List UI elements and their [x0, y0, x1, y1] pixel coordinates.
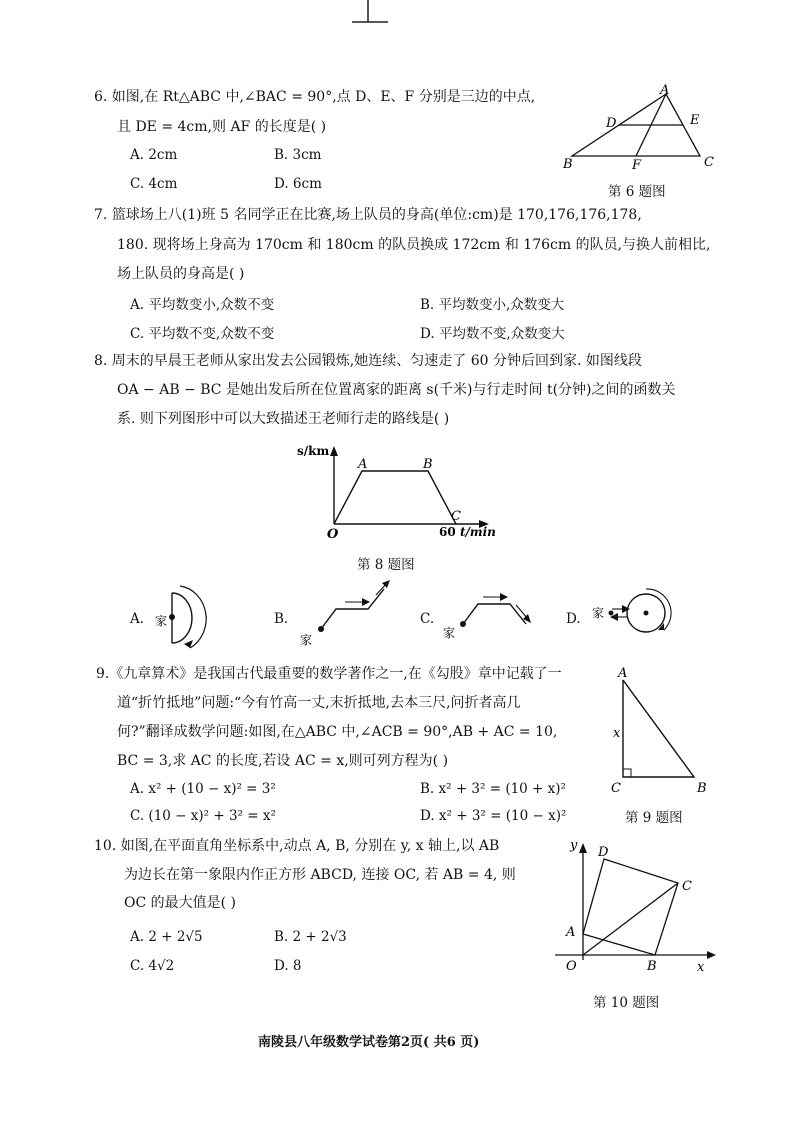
q6-label-a: A: [660, 83, 670, 98]
q9-stem-line4: BC = 3,求 AC 的长度,若设 AC = x,则可列方程为( ): [117, 753, 449, 769]
q8-stem-line3: 系. 则下列图形中可以大致描述王老师行走的路线是( ): [117, 411, 450, 427]
q7-stem-line1: 7. 篮球场上八(1)班 5 名同学正在比赛,场上队员的身高(单位:cm)是 170,176,176,178,: [94, 207, 642, 223]
q6-label-e: E: [690, 113, 700, 128]
q9-caption: 第 9 题图: [625, 810, 683, 826]
q8-route-d-home: 家: [592, 606, 605, 620]
q6-caption: 第 6 题图: [608, 184, 666, 200]
q8-label-o: O: [327, 527, 339, 542]
q8-stem-line1: 8. 周末的早晨王老师从家出发去公园锻炼,她连续、匀速走了 60 分钟后回到家. 如图线段: [94, 353, 642, 369]
q9-label-x: x: [613, 726, 621, 741]
q7-option-a: A. 平均数变小,众数不变: [130, 297, 275, 313]
q10-caption: 第 10 题图: [593, 995, 660, 1011]
q9-option-b: B. x² + 3² = (10 + x)²: [420, 781, 566, 797]
q7-option-b: B. 平均数变小,众数变大: [420, 297, 565, 313]
q8-route-a-home: 家: [155, 614, 168, 628]
q9-option-c: C. (10 − x)² + 3² = x²: [130, 808, 276, 824]
q10-option-b: B. 2 + 2√3: [274, 929, 347, 945]
q9-stem-line3: 何?”翻译成数学问题:如图,在△ABC 中,∠ACB = 90°,AB + AC = 10,: [117, 724, 558, 740]
q10-label-d: D: [598, 845, 609, 860]
q6-option-a: A. 2cm: [130, 147, 178, 163]
q10-label-b: B: [647, 959, 657, 974]
q7-option-c: C. 平均数不变,众数不变: [130, 326, 275, 342]
q10-option-a: A. 2 + 2√5: [130, 929, 203, 945]
q9-stem-line1: 9.《九章算术》是我国古代最重要的数学著作之一,在《勾股》章中记载了一: [96, 666, 562, 682]
q8-option-c: C.: [420, 611, 435, 627]
q6-label-b: B: [563, 157, 573, 172]
q10-stem-line3: OC 的最大值是( ): [124, 895, 237, 911]
q6-label-d: D: [606, 116, 617, 131]
q8-option-b: B.: [274, 611, 289, 627]
q10-label-y: y: [570, 838, 578, 853]
q10-option-d: D. 8: [274, 958, 302, 974]
q6-option-d: D. 6cm: [274, 176, 322, 192]
q6-option-c: C. 4cm: [130, 176, 178, 192]
q6-label-c: C: [704, 155, 714, 170]
q10-label-c: C: [682, 879, 692, 894]
q8-route-b-home: 家: [300, 633, 313, 647]
q7-stem-line2: 180. 现将场上身高为 170cm 和 180cm 的队员换成 172cm 和 176cm 的队员,与换人前相比,: [117, 237, 711, 253]
q9-stem-line2: 道“折竹抵地”问题:“今有竹高一丈,末折抵地,去本三尺,问折者高几: [117, 695, 521, 711]
q8-y-axis-label: s/km: [297, 444, 330, 458]
q9-label-b: B: [697, 781, 707, 796]
q8-option-d: D.: [566, 611, 581, 627]
q6-stem-line1: 6. 如图,在 Rt△ABC 中,∠BAC = 90°,点 D、E、F 分别是三边的中点,: [94, 89, 536, 105]
page-footer: 南陵县八年级数学试卷第2页( 共6 页): [258, 1035, 480, 1050]
q10-label-o: O: [566, 959, 577, 974]
q6-label-f: F: [632, 158, 642, 173]
q7-option-d: D. 平均数不变,众数变大: [420, 326, 565, 342]
q8-label-b: B: [423, 457, 433, 472]
q9-option-a: A. x² + (10 − x)² = 3²: [130, 781, 276, 797]
q10-option-c: C. 4√2: [130, 958, 175, 974]
q10-stem-line1: 10. 如图,在平面直角坐标系中,动点 A, B, 分别在 y, x 轴上,以 AB: [94, 838, 500, 854]
q8-route-c-home: 家: [443, 626, 456, 640]
q9-label-a: A: [618, 666, 628, 681]
q10-label-a: A: [566, 925, 576, 940]
q6-stem-line2: 且 DE = 4cm,则 AF 的长度是( ): [117, 119, 327, 135]
q8-label-c: C: [451, 509, 461, 524]
q10-stem-line2: 为边长在第一象限内作正方形 ABCD, 连接 OC, 若 AB = 4, 则: [124, 867, 516, 883]
q9-option-d: D. x² + 3² = (10 − x)²: [420, 808, 567, 824]
q8-option-a: A.: [130, 611, 145, 627]
q9-label-c: C: [611, 781, 621, 796]
q8-caption: 第 8 题图: [357, 557, 415, 573]
q8-label-a: A: [358, 457, 368, 472]
q8-x-axis-label: t/min: [460, 525, 496, 539]
q7-stem-line3: 场上队员的身高是( ): [117, 266, 245, 282]
q8-x-tick-60: 60: [439, 525, 456, 539]
q8-stem-line2: OA − AB − BC 是她出发后所在位置离家的距离 s(千米)与行走时间 t(分钟)之间的函数关: [117, 382, 676, 398]
q6-option-b: B. 3cm: [274, 147, 322, 163]
q10-label-x: x: [697, 960, 705, 975]
